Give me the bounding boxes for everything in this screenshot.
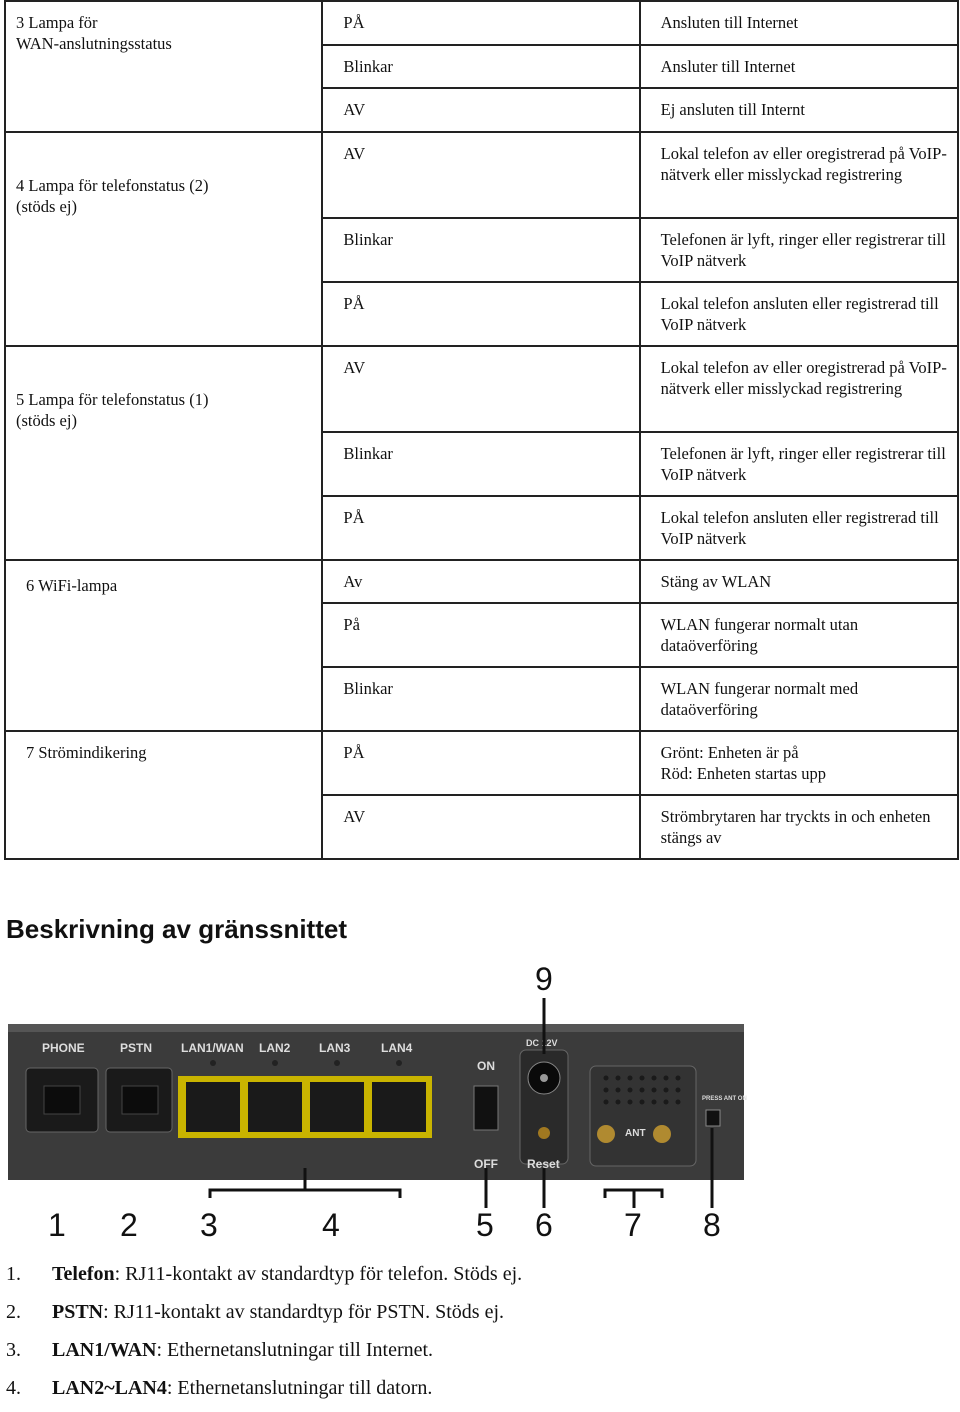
router-back-panel-illustration (0, 958, 760, 1248)
ports-list (6, 1260, 522, 1412)
callout-1: 1 (48, 1207, 66, 1243)
led-state: Blinkar (322, 432, 639, 496)
led-state: På (322, 603, 639, 667)
led-state: AV (322, 346, 639, 432)
led-state: AV (322, 132, 639, 218)
led-name-6: 6 WiFi-lampa (5, 560, 322, 731)
led-desc: Ansluten till Internet (640, 1, 958, 45)
item-number: 4. (6, 1377, 21, 1399)
port-name: LAN1/WAN (52, 1339, 157, 1361)
callout-4: 4 (322, 1207, 340, 1243)
label-pstn: PSTN (120, 1041, 153, 1055)
callout-5: 5 (476, 1207, 494, 1243)
led-name-4: 4 Lampa för telefonstatus (2) (stöds ej) (5, 132, 322, 346)
label-press-ant-on: PRESS ANT ON (702, 1096, 747, 1102)
label-on: ON (477, 1059, 495, 1073)
port-name: PSTN (52, 1301, 104, 1323)
led-state: Blinkar (322, 45, 639, 88)
router-back-panel-figure (0, 958, 760, 1248)
led-name-5: 5 Lampa för telefonstatus (1) (stöds ej) (5, 346, 322, 560)
led-desc: WLAN fungerar normalt utan dataöverföring (640, 603, 958, 667)
led-dot (396, 1060, 402, 1066)
led-state: Av (322, 560, 639, 603)
callout-6: 6 (535, 1207, 553, 1243)
led-desc: Telefonen är lyft, ringer eller registrerar till VoIP nätverk (640, 432, 958, 496)
dc-jack-pin (540, 1074, 548, 1082)
led-state: AV (322, 88, 639, 132)
led-state: Blinkar (322, 218, 639, 282)
port-desc: : RJ11-kontakt av standardtyp för telefon. Stöds ej. (114, 1263, 523, 1285)
callout-7: 7 (624, 1207, 642, 1243)
led-desc: Ansluter till Internet (640, 45, 958, 88)
item-number: 1. (6, 1263, 21, 1285)
led-desc: Lokal telefon ansluten eller registrerad till VoIP nätverk (640, 282, 958, 346)
lan2-port (248, 1082, 302, 1132)
led-name-7: 7 Strömindikering (5, 731, 322, 859)
label-lan2: LAN2 (259, 1041, 291, 1055)
callout-3: 3 (200, 1207, 218, 1243)
ports-list-item (6, 1298, 522, 1336)
led-state: AV (322, 795, 639, 859)
port-name: LAN2~LAN4 (52, 1377, 167, 1399)
label-off: OFF (474, 1157, 498, 1171)
ports-list-item (6, 1260, 522, 1298)
led-desc: Lokal telefon av eller oregistrerad på VoIP-nätverk eller misslyckad registrering (640, 346, 958, 432)
led-state: PÅ (322, 496, 639, 560)
item-number: 2. (6, 1301, 21, 1323)
callout-8: 8 (703, 1207, 721, 1243)
reset-button (538, 1127, 550, 1139)
label-lan1-wan: LAN1/WAN (181, 1041, 244, 1055)
label-ant: ANT (625, 1128, 646, 1139)
lan1-port (186, 1082, 240, 1132)
led-name-3: 3 Lampa för WAN-anslutningsstatus (5, 1, 322, 132)
port-desc: : RJ11-kontakt av standardtyp för PSTN. Stöds ej. (103, 1301, 505, 1323)
ports-list-item (6, 1374, 522, 1412)
callout-9: 9 (535, 961, 553, 997)
label-reset: Reset (527, 1157, 560, 1171)
led-desc: Ej ansluten till Internt (640, 88, 958, 132)
pstn-port-socket (122, 1086, 158, 1114)
port-desc: : Ethernetanslutningar till datorn. (166, 1377, 433, 1399)
press-ant-button (706, 1110, 720, 1126)
led-dot (334, 1060, 340, 1066)
led-state: Blinkar (322, 667, 639, 731)
antenna-connector (653, 1125, 671, 1143)
ports-list-item (6, 1336, 522, 1374)
led-desc: Stäng av WLAN (640, 560, 958, 603)
label-lan4: LAN4 (381, 1041, 413, 1055)
callout-2: 2 (120, 1207, 138, 1243)
led-desc: Lokal telefon ansluten eller registrerad till VoIP nätverk (640, 496, 958, 560)
led-desc: Lokal telefon av eller oregistrerad på VoIP-nätverk eller misslyckad registrering (640, 132, 958, 218)
led-dot (272, 1060, 278, 1066)
led-state: PÅ (322, 282, 639, 346)
led-dot (210, 1060, 216, 1066)
port-name: Telefon (52, 1263, 115, 1285)
led-desc: Telefonen är lyft, ringer eller registrerar till VoIP nätverk (640, 218, 958, 282)
antenna-connector (597, 1125, 615, 1143)
power-switch (474, 1086, 498, 1130)
led-desc: Grönt: Enheten är på Röd: Enheten startas upp (640, 731, 958, 795)
antenna-panel (590, 1066, 696, 1166)
led-status-table (4, 0, 959, 860)
panel-top-edge (8, 1024, 744, 1032)
led-desc: Strömbrytaren har tryckts in och enheten stängs av (640, 795, 958, 859)
label-phone: PHONE (42, 1041, 85, 1055)
section-title: Beskrivning av gränssnittet (6, 914, 347, 944)
led-desc: WLAN fungerar normalt med dataöverföring (640, 667, 958, 731)
label-lan3: LAN3 (319, 1041, 351, 1055)
label-dc: DC 12V (526, 1038, 558, 1048)
lan3-port (310, 1082, 364, 1132)
led-state: PÅ (322, 1, 639, 45)
lan4-port (372, 1082, 426, 1132)
port-desc: : Ethernetanslutningar till Internet. (156, 1339, 434, 1361)
led-state: PÅ (322, 731, 639, 795)
item-number: 3. (6, 1339, 21, 1361)
phone-port-socket (44, 1086, 80, 1114)
